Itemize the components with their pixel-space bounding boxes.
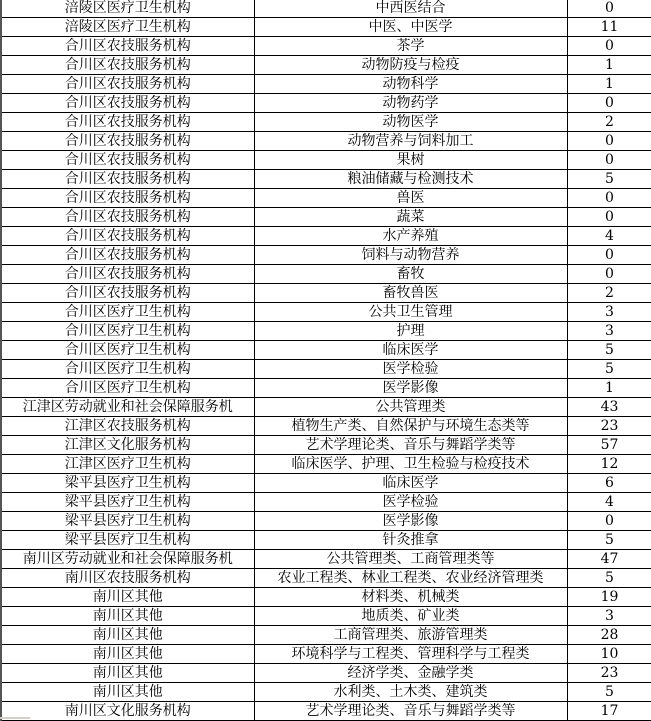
table-row: [1, 246, 651, 265]
org-cell[interactable]: 合川区农技服务机构: [1, 132, 254, 151]
count-cell[interactable]: 2: [567, 113, 651, 132]
table-row: [1, 75, 651, 94]
count-cell[interactable]: 5: [567, 360, 651, 379]
count-cell[interactable]: 23: [567, 664, 651, 683]
org-cell[interactable]: 合川区医疗卫生机构: [1, 322, 254, 341]
table-row: [1, 18, 651, 37]
org-cell[interactable]: 合川区医疗卫生机构: [1, 341, 254, 360]
table-row: [1, 645, 651, 664]
major-cell[interactable]: 医学影像: [254, 379, 567, 398]
org-cell[interactable]: 南川区其他: [1, 683, 254, 702]
org-cell[interactable]: 梁平县医疗卫生机构: [1, 474, 254, 493]
major-cell[interactable]: 中医、中医学: [254, 18, 567, 37]
major-cell[interactable]: 地质类、矿业类: [254, 607, 567, 626]
table-row: [1, 379, 651, 398]
table-row: [1, 322, 651, 341]
major-cell[interactable]: 公共卫生管理: [254, 303, 567, 322]
count-cell[interactable]: 1: [567, 56, 651, 75]
major-cell[interactable]: 动物医学: [254, 113, 567, 132]
table-row: [1, 550, 651, 569]
table-row: [1, 474, 651, 493]
major-cell[interactable]: 动物药学: [254, 94, 567, 113]
org-cell[interactable]: 合川区农技服务机构: [1, 75, 254, 94]
major-cell[interactable]: 临床医学: [254, 474, 567, 493]
count-cell[interactable]: 43: [567, 398, 651, 417]
major-cell[interactable]: 材料类、机械类: [254, 588, 567, 607]
count-cell[interactable]: 0: [567, 132, 651, 151]
count-cell[interactable]: 1: [567, 379, 651, 398]
count-cell[interactable]: 10: [567, 645, 651, 664]
count-cell[interactable]: 12: [567, 455, 651, 474]
count-cell[interactable]: 23: [567, 417, 651, 436]
major-cell[interactable]: 水产养殖: [254, 227, 567, 246]
table-row: [1, 303, 651, 322]
count-cell[interactable]: 2: [567, 284, 651, 303]
org-cell[interactable]: 梁平县医疗卫生机构: [1, 493, 254, 512]
table-row: [1, 607, 651, 626]
org-cell[interactable]: 合川区农技服务机构: [1, 284, 254, 303]
count-cell[interactable]: 4: [567, 227, 651, 246]
count-cell[interactable]: 17: [567, 702, 651, 721]
org-cell[interactable]: 合川区农技服务机构: [1, 94, 254, 113]
table-row: [1, 436, 651, 455]
table-body: [1, 0, 651, 721]
table-row: [1, 227, 651, 246]
org-cell[interactable]: 南川区其他: [1, 645, 254, 664]
count-cell[interactable]: 5: [567, 170, 651, 189]
major-cell[interactable]: 水利类、土木类、建筑类: [254, 683, 567, 702]
major-cell[interactable]: 护理: [254, 322, 567, 341]
table-row: [1, 341, 651, 360]
major-cell[interactable]: 公共管理类: [254, 398, 567, 417]
table-row: [1, 208, 651, 227]
org-cell[interactable]: 合川区农技服务机构: [1, 189, 254, 208]
major-cell[interactable]: 兽医: [254, 189, 567, 208]
table-row: [1, 455, 651, 474]
table-row: [1, 94, 651, 113]
org-cell[interactable]: 南川区其他: [1, 664, 254, 683]
org-cell[interactable]: 南川区其他: [1, 588, 254, 607]
org-cell[interactable]: 江津区文化服务机构: [1, 436, 254, 455]
table-row: [1, 132, 651, 151]
org-cell[interactable]: 南川区其他: [1, 607, 254, 626]
table-row: [1, 0, 651, 18]
org-cell[interactable]: 南川区劳动就业和社会保障服务机: [1, 550, 254, 569]
major-cell[interactable]: 工商管理类、旅游管理类: [254, 626, 567, 645]
major-cell[interactable]: 针灸推拿: [254, 531, 567, 550]
major-cell[interactable]: 临床医学: [254, 341, 567, 360]
org-cell[interactable]: 合川区农技服务机构: [1, 170, 254, 189]
major-cell[interactable]: 畜牧: [254, 265, 567, 284]
major-cell[interactable]: 茶学: [254, 37, 567, 56]
count-cell[interactable]: 5: [567, 683, 651, 702]
table-row: [1, 56, 651, 75]
table-row: [1, 683, 651, 702]
major-cell[interactable]: 植物生产类、自然保护与环境生态类等: [254, 417, 567, 436]
count-cell[interactable]: 0: [567, 189, 651, 208]
org-cell[interactable]: 涪陵区医疗卫生机构: [1, 0, 254, 18]
org-cell[interactable]: 合川区农技服务机构: [1, 37, 254, 56]
major-cell[interactable]: 医学检验: [254, 360, 567, 379]
count-cell[interactable]: 57: [567, 436, 651, 455]
org-cell[interactable]: 合川区农技服务机构: [1, 227, 254, 246]
table-row: [1, 265, 651, 284]
org-cell[interactable]: 南川区文化服务机构: [1, 702, 254, 721]
table-row: [1, 360, 651, 379]
table-row: [1, 151, 651, 170]
table-row: [1, 189, 651, 208]
count-cell[interactable]: 4: [567, 493, 651, 512]
table-row: [1, 37, 651, 56]
count-cell[interactable]: 0: [567, 151, 651, 170]
table-row: [1, 664, 651, 683]
table-row: [1, 398, 651, 417]
org-cell[interactable]: 合川区医疗卫生机构: [1, 379, 254, 398]
count-cell[interactable]: 3: [567, 607, 651, 626]
table-row: [1, 626, 651, 645]
count-cell[interactable]: 0: [567, 0, 651, 18]
org-cell[interactable]: 江津区农技服务机构: [1, 417, 254, 436]
count-cell[interactable]: 1: [567, 75, 651, 94]
table-row: [1, 493, 651, 512]
org-cell[interactable]: 合川区农技服务机构: [1, 246, 254, 265]
org-cell[interactable]: 合川区医疗卫生机构: [1, 360, 254, 379]
count-cell[interactable]: 0: [567, 265, 651, 284]
table-row: [1, 417, 651, 436]
table-row: [1, 512, 651, 531]
table-row: [1, 702, 651, 721]
major-cell[interactable]: 经济学类、金融学类: [254, 664, 567, 683]
major-cell[interactable]: 中西医结合: [254, 0, 567, 18]
table-row: [1, 284, 651, 303]
table-row: [1, 113, 651, 132]
count-cell[interactable]: 0: [567, 94, 651, 113]
major-cell[interactable]: 果树: [254, 151, 567, 170]
major-cell[interactable]: 粮油储藏与检测技术: [254, 170, 567, 189]
count-cell[interactable]: 11: [567, 18, 651, 37]
major-cell[interactable]: 饲料与动物营养: [254, 246, 567, 265]
table-row: [1, 588, 651, 607]
table-row: [1, 569, 651, 588]
count-cell[interactable]: 5: [567, 341, 651, 360]
major-cell[interactable]: 公共管理类、工商管理类等: [254, 550, 567, 569]
count-cell[interactable]: 5: [567, 531, 651, 550]
major-cell[interactable]: 环境科学与工程类、管理科学与工程类: [254, 645, 567, 664]
count-cell[interactable]: 28: [567, 626, 651, 645]
count-cell[interactable]: 0: [567, 37, 651, 56]
major-cell[interactable]: 动物防疫与检疫: [254, 56, 567, 75]
org-cell[interactable]: 南川区其他: [1, 626, 254, 645]
count-cell[interactable]: 3: [567, 303, 651, 322]
org-cell[interactable]: 合川区农技服务机构: [1, 265, 254, 284]
major-cell[interactable]: 艺术学理论类、音乐与舞蹈学类等: [254, 702, 567, 721]
count-cell[interactable]: 47: [567, 550, 651, 569]
major-cell[interactable]: 医学影像: [254, 512, 567, 531]
count-cell[interactable]: 0: [567, 512, 651, 531]
table-row: [1, 531, 651, 550]
org-cell[interactable]: 南川区农技服务机构: [1, 569, 254, 588]
major-cell[interactable]: 医学检验: [254, 493, 567, 512]
major-cell[interactable]: 农业工程类、林业工程类、农业经济管理类: [254, 569, 567, 588]
org-cell[interactable]: 合川区农技服务机构: [1, 151, 254, 170]
table-row: [1, 170, 651, 189]
org-cell[interactable]: 涪陵区医疗卫生机构: [1, 18, 254, 37]
count-cell[interactable]: 6: [567, 474, 651, 493]
major-cell[interactable]: 畜牧兽医: [254, 284, 567, 303]
major-cell[interactable]: 临床医学、护理、卫生检验与检疫技术: [254, 455, 567, 474]
count-cell[interactable]: 5: [567, 569, 651, 588]
count-cell[interactable]: 0: [567, 246, 651, 265]
major-cell[interactable]: 艺术学理论类、音乐与舞蹈学类等: [254, 436, 567, 455]
major-cell[interactable]: 动物科学: [254, 75, 567, 94]
org-cell[interactable]: 合川区农技服务机构: [1, 208, 254, 227]
major-cell[interactable]: 动物营养与饲料加工: [254, 132, 567, 151]
count-cell[interactable]: 3: [567, 322, 651, 341]
org-cell[interactable]: 合川区农技服务机构: [1, 56, 254, 75]
count-cell[interactable]: 19: [567, 588, 651, 607]
org-cell[interactable]: 合川区农技服务机构: [1, 113, 254, 132]
org-cell[interactable]: 江津区劳动就业和社会保障服务机: [1, 398, 254, 417]
org-cell[interactable]: 梁平县医疗卫生机构: [1, 512, 254, 531]
major-cell[interactable]: 蔬菜: [254, 208, 567, 227]
org-cell[interactable]: 江津区医疗卫生机构: [1, 455, 254, 474]
org-cell[interactable]: 梁平县医疗卫生机构: [1, 531, 254, 550]
count-cell[interactable]: 0: [567, 208, 651, 227]
org-cell[interactable]: 合川区医疗卫生机构: [1, 303, 254, 322]
